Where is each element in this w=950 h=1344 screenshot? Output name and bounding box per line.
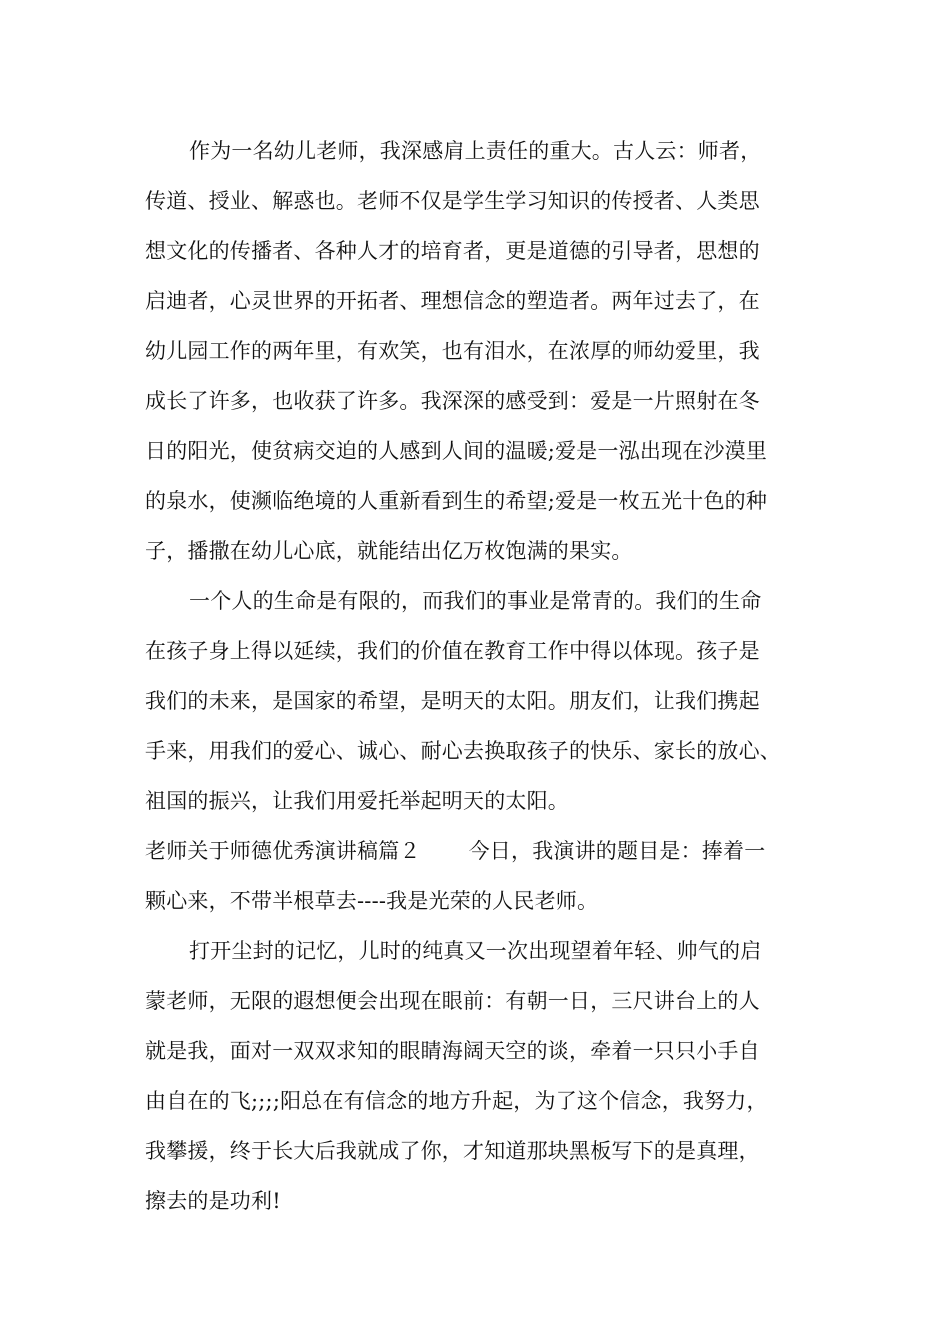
text-line: 作为一名幼儿老师，我深感肩上责任的重大。古人云：师者， [189, 139, 762, 163]
text-line: 我攀援，终于长大后我就成了你，才知道那块黑板写下的是真理， [145, 1139, 760, 1163]
text-line: 颗心来，不带半根草去----我是光荣的人民老师。 [145, 889, 599, 913]
section-heading-line [145, 826, 835, 876]
text-line: 擦去的是功利! [145, 1189, 281, 1213]
text-line: 祖国的振兴，让我们用爱托举起明天的太阳。 [145, 789, 569, 813]
text-line: 幼儿园工作的两年里，有欢笑，也有泪水，在浓厚的师幼爱里，我 [145, 339, 760, 363]
text-line: 我们的未来，是国家的希望，是明天的太阳。朋友们，让我们携起 [145, 689, 760, 713]
text-line: 就是我，面对一双双求知的眼睛海阔天空的谈，牵着一只只小手自 [145, 1039, 760, 1063]
document-body [145, 126, 835, 1226]
text-line: 的泉水，使濒临绝境的人重新看到生的希望;爱是一枚五光十色的种 [145, 489, 768, 513]
paragraph-teacher-responsibility [145, 126, 835, 576]
text-line: 日的阳光，使贫病交迫的人感到人间的温暖;爱是一泓出现在沙漠里 [145, 439, 768, 463]
text-line: 启迪者，心灵世界的开拓者、理想信念的塑造者。两年过去了，在 [145, 289, 760, 313]
section-lead-text: 今日，我演讲的题目是：捧着一 [468, 839, 766, 863]
section-speech-2 [145, 826, 835, 926]
section-heading: 老师关于师德优秀演讲稿篇２ [145, 839, 421, 863]
text-line: 手来，用我们的爱心、诚心、耐心去换取孩子的快乐、家长的放心、 [145, 739, 781, 763]
text-line: 想文化的传播者、各种人才的培育者，更是道德的引导者，思想的 [145, 239, 760, 263]
paragraph-life-and-career [145, 576, 835, 826]
text-line: 传道、授业、解惑也。老师不仅是学生学习知识的传授者、人类思 [145, 189, 760, 213]
text-line: 一个人的生命是有限的，而我们的事业是常青的。我们的生命 [189, 589, 762, 613]
text-line: 蒙老师，无限的遐想便会出现在眼前：有朝一日，三尺讲台上的人 [145, 989, 760, 1013]
text-line: 打开尘封的记忆，儿时的纯真又一次出现望着年轻、帅气的启 [189, 939, 762, 963]
text-line: 在孩子身上得以延续，我们的价值在教育工作中得以体现。孩子是 [145, 639, 760, 663]
text-line: 成长了许多，也收获了许多。我深深的感受到：爱是一片照射在冬 [145, 389, 760, 413]
text-line: 子，播撒在幼儿心底，就能结出亿万枚饱满的果实。 [145, 539, 633, 563]
text-line: 由自在的飞;;;;阳总在有信念的地方升起，为了这个信念，我努力， [145, 1089, 768, 1113]
paragraph-memory [145, 926, 835, 1226]
